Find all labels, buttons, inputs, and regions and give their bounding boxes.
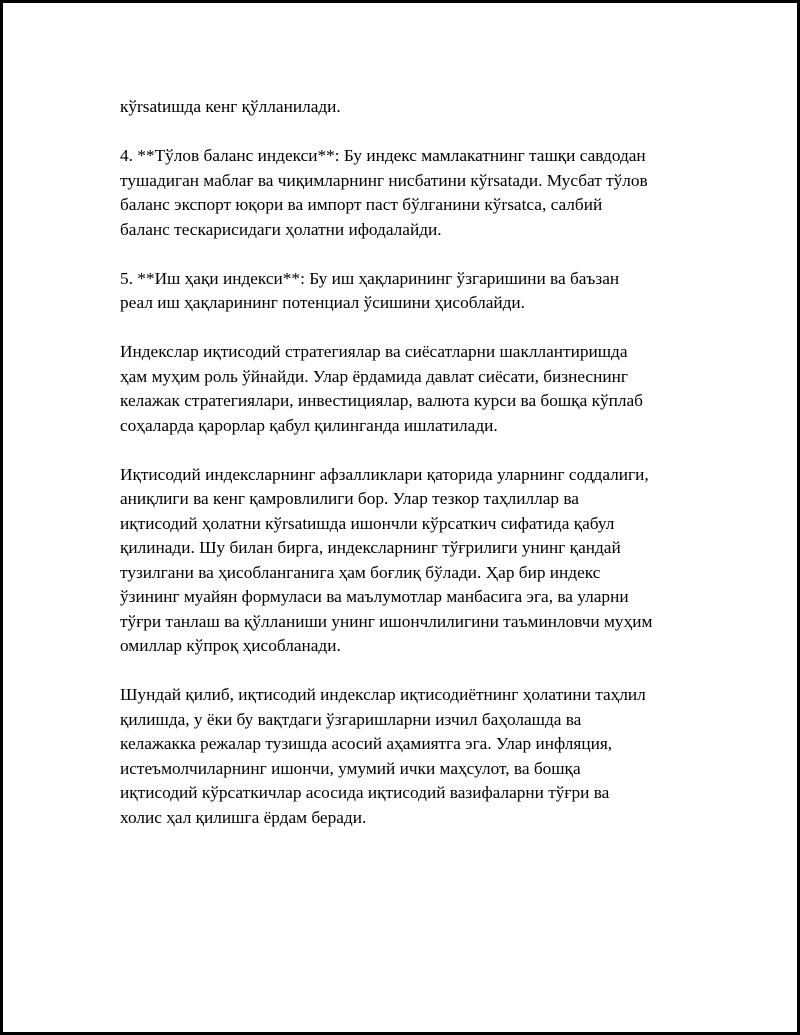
- text-line: иқтисодий ҳолатни кўrsatишда ишончли кўрсаткич сифатида қабул: [120, 513, 615, 533]
- text-line: соҳаларда қарорлар қабул қилинганда ишлатилади.: [120, 415, 498, 435]
- text-line: қилишда, у ёки бу вақтдаги ўзгаришларни изчил баҳолашда ва: [120, 709, 582, 729]
- document-body: [120, 95, 700, 855]
- text-line: истеъмолчиларнинг ишончи, умумий ички маҳсулот, ва бошқа: [120, 758, 581, 778]
- text-line: аниқлиги ва кенг қамровлилиги бор. Улар тезкор таҳлиллар ва: [120, 489, 579, 508]
- text-line: Индекслар иқтисодий стратегиялар ва сиёсатларни шакллантиришда: [120, 342, 628, 361]
- text-line: омиллар кўпроқ ҳисобланади.: [120, 636, 341, 655]
- text-line: келажакка режалар тузишда асосий аҳамиятга эга. Улар инфляция,: [120, 734, 613, 753]
- text-line: реал иш ҳақларининг потенциал ўсишини ҳисоблайди.: [120, 293, 525, 312]
- text-line: баланс экспорт юқори ва импорт паст бўлганини кўrsatса, салбий: [120, 195, 603, 214]
- text-line: тузилгани ва ҳисобланганига ҳам боғлиқ бўлади. Ҳар бир индекс: [120, 562, 601, 582]
- text-line: иқтисодий кўрсаткичлар асосида иқтисодий вазифаларни тўғри ва: [120, 783, 610, 802]
- text-line: кўrsatишда кенг қўлланилади.: [120, 97, 341, 116]
- paragraph-continuation: [120, 95, 700, 120]
- text-line: баланс тескарисидаги ҳолатни ифодалайди.: [120, 219, 442, 239]
- text-line: тушадиган маблағ ва чиқимларнинг нисбатини кўrsatади. Мусбат тўлов: [120, 170, 648, 190]
- text-line: қилинади. Шу билан бирга, индексларнинг тўғрилиги унинг қандай: [120, 538, 621, 557]
- text-line: ҳам муҳим роль ўйнайди. Улар ёрдамида давлат сиёсати, бизнеснинг: [120, 366, 628, 386]
- text-line: тўғри танлаш ва қўлланиши унинг ишончлилигини таъминловчи муҳим: [120, 611, 653, 631]
- text-line: келажак стратегиялари, инвестициялар, валюта курси ва бошқа кўплаб: [120, 391, 643, 410]
- paragraph-wage-index: [120, 267, 700, 316]
- text-line: 5. **Иш ҳақи индекси**: Бу иш ҳақларининг ўзгаришини ва баъзан: [120, 268, 620, 288]
- text-line: холис ҳал қилишга ёрдам беради.: [120, 807, 367, 827]
- text-line: 4. **Тўлов баланс индекси**: Бу индекс мамлакатнинг ташқи савдодан: [120, 146, 646, 165]
- paragraph-indices-role: [120, 340, 700, 438]
- paragraph-conclusion: [120, 683, 700, 830]
- paragraph-balance-of-payments-index: [120, 144, 700, 242]
- text-line: ўзининг муайян формуласи ва маълумотлар манбасига эга, ва уларни: [120, 587, 629, 606]
- text-line: Иқтисодий индексларнинг афзалликлари қаторида уларнинг соддалиги,: [120, 464, 649, 484]
- paragraph-advantages: [120, 463, 700, 659]
- text-line: Шундай қилиб, иқтисодий индекслар иқтисодиётнинг ҳолатини таҳлил: [120, 685, 646, 704]
